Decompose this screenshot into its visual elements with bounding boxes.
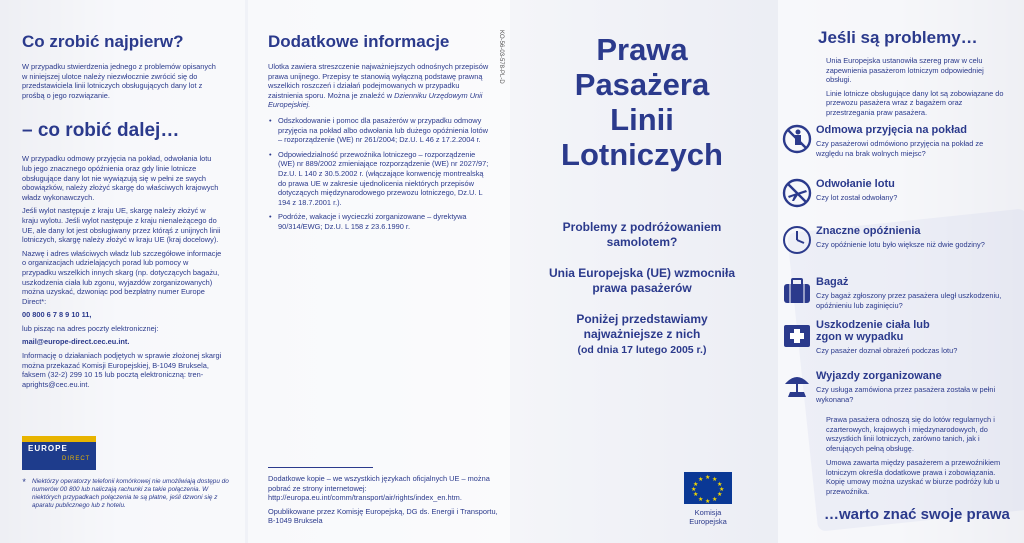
heading-additional-info: Dodatkowe informacje [268, 32, 450, 51]
logo-stripe [22, 436, 96, 442]
no-boarding-icon [782, 124, 812, 154]
logo-text-direct: DIRECT [62, 456, 91, 462]
cover-title: Prawa Pasażera Linii Lotniczych [561, 32, 723, 172]
item-title: Bagaż [816, 276, 849, 288]
cover-statement: Unia Europejska (UE) wzmocniła prawa pasażerów [548, 266, 736, 295]
item-description: Czy bagaż zgłoszony przez pasażera uległ uszkodzeniu, opóźnieniu lub zaginięciu? [816, 291, 1002, 310]
item-title: Znaczne opóźnienia [816, 225, 921, 237]
paragraph: W przypadku stwierdzenia jednego z problemów opisanych w niniejszej ulotce należy niezwłocznie zwrócić się do przedstawiciela linii lotniczych obsługujących dany lot z prośbą o jego rozwiązanie. [22, 62, 216, 100]
first-aid-icon [782, 319, 812, 349]
paragraph: Ulotka zawiera streszczenie najważniejszych odnośnych przepisów prawa unijnego. Przepisy te stanowią wyłączną podstawę prawną wszelkich roszczeń i działań podejmowanych w przypadku zaistnienia sporu. Można je znaleźć w Dzienniku Urzędowym Unii Europejskiej. [268, 62, 489, 110]
paragraph: Opublikowane przez Komisję Europejską, DG ds. Energii i Transportu, B-1049 Bruksela [268, 506, 498, 526]
paragraph: Jeśli wylot następuje z kraju UE, skargę należy złożyć w kraju wylotu. Jeśli wylot następuje z kraju nienależącego do UE, ale dany lot jest obsługiwany przez którąś z unijnych linii lotniczych, skargę należy złożyć w kraju UE (kraj docelowy). [22, 206, 221, 245]
list-item: • Podróże, wakacje i wycieczki zorganizowane – dyrektywa 90/314/EWG; Dz.U. L 158 z 23.6.1990 r. [278, 212, 490, 231]
beach-umbrella-icon [782, 370, 812, 400]
item-description: Czy lot został odwołany? [816, 193, 898, 202]
europe-direct-logo [22, 436, 96, 470]
panel-cover [498, 0, 770, 543]
right-item-denied-boarding [778, 124, 1010, 162]
right-item-delay [778, 225, 1010, 254]
footer-info [268, 474, 498, 530]
legislation-list [268, 116, 490, 232]
footnote: * Niektórzy operatorzy telefonii komórkowej nie umożliwiają dostępu do numerów 00 800 lub naliczają rachunki za takie połączenia. W niektórych przypadkach połączenia te są płatne, jeśli dzwoni się z aparatu publicznego lub z hotelu. [22, 477, 229, 509]
item-description: Czy pasażer doznał obrażeń podczas lotu? [816, 346, 958, 355]
list-item: • Odszkodowanie i pomoc dla pasażerów w przypadku odmowy przyjęcia na pokład albo odwołania lub dużego opóźnienia lotów – rozporządzenie (WE) nr 261/2004; Dz.U. L 46 z 17.2.2004 r. [278, 116, 490, 145]
closing-line: …warto znać swoje prawa [824, 506, 1010, 523]
paragraph: Prawa pasażera odnoszą się do lotów regularnych i czarterowych, krajowych i międzynarodowych, do wszystkich linii lotniczych, zarówno tanich, jak i oferujących pełną obsługę. [826, 415, 995, 453]
list-item: • Odpowiedzialność przewoźnika lotniczego – rozporządzenie (WE) nr 889/2002 zmieniające rozporządzenie (WE) nr 2027/97; Dz.U. L 140 z 30.5.2002 r. (włączające konwencję montrealską do prawa UE w zakresie ujednolicenia niektórych przepisów dotyczących międzynarodowego przewozu lotniczego, Dz.U. L 194 z 18.7.2001 r.). [278, 150, 490, 208]
paragraph: Dodatkowe kopie – we wszystkich językach oficjalnych UE – można pobrać ze strony internetowej: [268, 474, 490, 493]
cancelled-flight-icon [782, 178, 812, 208]
email-address[interactable]: mail@europe-direct.cec.eu.int. [22, 337, 130, 347]
website-link[interactable]: http://europa.eu.int/comm/transport/air/rights/index_en.htm. [268, 493, 462, 503]
paragraph: Informację o działaniach podjętych w sprawie złożonej skargi można przekazać Komisji Europejskiej, B-1049 Bruksela, faksem (32-2) 299 10 15 lub pocztą elektroniczną: tren-aprights@cec.eu.int. [22, 351, 222, 389]
item-description: Czy opóźnienie lotu było większe niż dwie godziny? [816, 240, 985, 249]
item-title: Wyjazdy zorganizowane [816, 370, 942, 382]
cover-date: (od dnia 17 lutego 2005 r.) [577, 344, 707, 356]
divider [268, 467, 373, 468]
item-description: Czy pasażerowi odmówiono przyjęcia na pokład ze względu na brak wolnych miejsc? [816, 139, 984, 158]
item-title: Uszkodzenie ciała lub zgon w wypadku [816, 319, 930, 343]
right-item-cancellation [778, 178, 1010, 207]
right-item-injury [778, 319, 1010, 360]
eu-flag-icon: ★ ★ ★ ★ ★ ★ ★ ★ ★ ★ ★ ★ [684, 472, 732, 504]
logo-text-europe: EUROPE [28, 444, 68, 453]
item-title: Odwołanie lotu [816, 178, 895, 190]
right-item-baggage [778, 276, 1010, 314]
cover-intro: Poniżej przedstawiamy najważniejsze z nich [576, 312, 708, 341]
heading-what-first: Co zrobić najpierw? [22, 32, 184, 51]
panel-if-problems [778, 0, 1024, 543]
item-description: Czy usługa zamówiona przez pasażera została w pełni wykonana? [816, 385, 996, 404]
heading-what-next: – co robić dalej… [22, 120, 180, 142]
paragraph: W przypadku odmowy przyjęcia na pokład, odwołania lotu lub jego znacznego opóźnienia oraz gdy linie lotnicze obsługujące dany lot nie wywiązują się w pełni ze swych obowiązków, należy złożyć skargę do właściwych krajowych władz wykonawczych. [22, 154, 219, 202]
paragraph: Linie lotnicze obsługujące dany lot są zobowiązane do przewozu pasażera wraz z bagażem oraz przestrzegania praw pasażera. [826, 88, 1004, 117]
phone-number: 00 800 6 7 8 9 10 11, [22, 310, 92, 320]
suitcase-icon [782, 276, 812, 306]
panel-additional-info [248, 0, 510, 543]
paragraph: Unia Europejska ustanowiła szereg praw w celu zapewnienia pasażerom lotniczym odpowiedniej obsługi. [826, 56, 984, 85]
clock-icon [782, 225, 812, 255]
european-commission-label: Komisja Europejska [689, 508, 727, 526]
right-item-package [778, 370, 1010, 408]
item-title: Odmowa przyjęcia na pokład [816, 124, 967, 136]
cover-question: Problemy z podróżowaniem samolotem? [562, 220, 722, 249]
heading-if-problems: Jeśli są problemy… [818, 28, 978, 47]
paragraph: lub pisząc na adres poczty elektronicznej: [22, 323, 159, 333]
paragraph: Nazwę i adres właściwych władz lub szczegółowe informacje o organizacjach udzielających porad lub pomocy w przypadku wszelkich innych skarg (np. dotyczących bagażu, uszkodzenia ciała lub zgonu, wyjazdów zorganizowanych) można uzyskać, dzwoniąc pod bezpłatny numer Europe Direct*: [22, 248, 222, 306]
catalogue-code: KO-56-03-578-PL-D [498, 30, 504, 84]
paragraph: Umowa zawarta między pasażerem a przewoźnikiem lotniczym określa dodatkowe prawa i zobowiązania. Kopię umowy można uzyskać w biurze podróży lub u przewoźnika. [826, 458, 1001, 496]
